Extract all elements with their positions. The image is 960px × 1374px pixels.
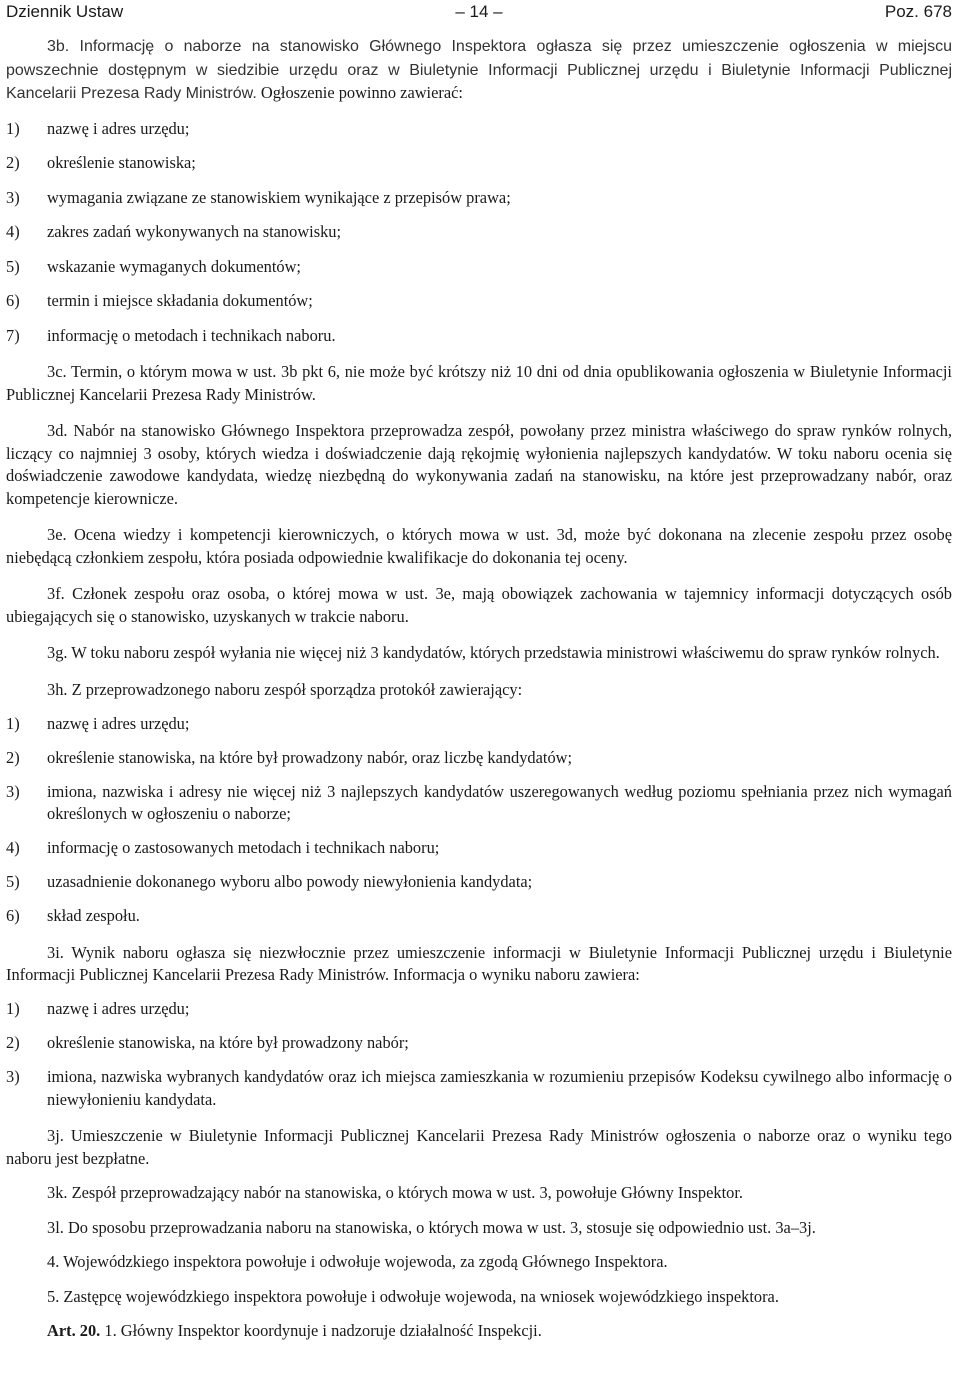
list-item-number: 2): [6, 747, 20, 767]
list-item: [6, 290, 952, 313]
list-item: [6, 837, 952, 860]
list-item: [6, 325, 952, 348]
list-item-number: 4): [6, 838, 20, 857]
list-item-text: informację o metodach i technikach naboru.: [47, 325, 336, 345]
list-item: [6, 871, 952, 894]
list-item: [6, 1066, 952, 1111]
list-item-number: 5): [6, 872, 20, 891]
list-item: [6, 713, 952, 736]
list-item-number: 5): [6, 256, 20, 276]
article-20-label: Art. 20.: [47, 1321, 101, 1340]
position-number: Poz. 678: [884, 1, 952, 21]
list-item-text: zakres zadań wykonywanych na stanowisku;: [47, 222, 342, 241]
list-item-text: wskazanie wymaganych dokumentów;: [47, 256, 301, 276]
paragraph-3b-text-cont: Ogłoszenie powinno zawierać:: [260, 83, 463, 102]
list-item-number: 3): [6, 187, 20, 207]
list-item-text: imiona, nazwiska wybranych kandydatów oraz ich miejsca zamieszkania w rozumieniu przepisów Kodeksu cywilnego albo informację o niewyłonieniu kandydata.: [47, 1067, 952, 1109]
list-item-number: 4): [6, 222, 20, 241]
list-item-number: 2): [6, 153, 20, 172]
page-number: – 14 –: [455, 1, 503, 21]
list-item: [6, 781, 952, 826]
list-item: [6, 221, 952, 244]
paragraph-5: 5. Zastępcę wojewódzkiego inspektora powołuje i odwołuje wojewoda, na wniosek wojewódzkiego inspektora.: [47, 1286, 779, 1306]
paragraph-3g: 3g. W toku naboru zespół wyłania nie więcej niż 3 kandydatów, których przedstawia ministrowi właściwemu do spraw rynków rolnych.: [47, 643, 940, 662]
list-item-text: nazwę i adres urzędu;: [47, 713, 190, 733]
list-item-text: informację o zastosowanych metodach i technikach naboru;: [47, 838, 440, 857]
paragraph-3k: 3k. Zespół przeprowadzający nabór na stanowiska, o których mowa w ust. 3, powołuje Główny Inspektor.: [47, 1183, 743, 1202]
list-item-number: 3): [6, 1067, 20, 1086]
list-item-text: określenie stanowiska, na które był prowadzony nabór, oraz liczbę kandydatów;: [47, 747, 573, 767]
list-item-number: 1): [6, 118, 20, 138]
list-item-number: 1): [6, 999, 20, 1018]
paragraph-4: 4. Wojewódzkiego inspektora powołuje i odwołuje wojewoda, za zgodą Głównego Inspektora.: [47, 1252, 668, 1271]
paragraph-3b: [6, 35, 952, 106]
article-20-text: 1. Główny Inspektor koordynuje i nadzoruje działalność Inspekcji.: [104, 1321, 542, 1340]
paragraph-3e: 3e. Ocena wiedzy i kompetencji kierowniczych, o których mowa w ust. 3d, może być dokonana na zlecenie zespołu przez osobę niebędącą członkiem zespołu, która posiada odpowiednie kwalifikacje do dokonania tej oceny.: [6, 525, 952, 567]
list-item: [6, 187, 952, 210]
article-20: [6, 1320, 952, 1343]
document-body: [6, 35, 952, 1343]
list-item-number: 2): [6, 1033, 20, 1052]
paragraph-3i: 3i. Wynik naboru ogłasza się niezwłocznie przez umieszczenie informacji w Biuletynie Informacji Publicznej urzędu i Biuletynie Informacji Publicznej Kancelarii Prezesa Rady Ministrów. Informacja o wyniku naboru zawiera:: [6, 942, 952, 984]
list-item: [6, 118, 952, 141]
paragraph-3d: 3d. Nabór na stanowisko Głównego Inspektora przeprowadza zespół, powołany przez ministra właściwego do spraw rynków rolnych, liczący co najmniej 3 osoby, których wiedza i doświadczenie dają rękojmię wyłonienia najlepszych kandydatów. W toku naboru ocenia się doświadczenie zawodowe kandydata, wiedzę niezbędną do wykonywania zadań na stanowisku, na które jest przeprowadzany nabór, oraz kompetencje kierownicze.: [6, 421, 952, 508]
list-item: [6, 905, 952, 928]
paragraph-3b-text: 3b. Informację o naborze na stanowisko Głównego Inspektora ogłasza się przez umieszczenie ogłoszenia w miejscu powszechnie dostępnym w siedzibie urzędu oraz w Biuletynie Informacji Publicznej urzędu i Biuletynie Informacji Publicznej Kancelarii Prezesa Rady Ministrów.: [6, 38, 952, 102]
list-item-number: 7): [6, 325, 20, 345]
list-item-text: nazwę i adres urzędu;: [47, 118, 190, 138]
list-item-text: określenie stanowiska;: [47, 153, 196, 172]
list-item-number: 3): [6, 781, 20, 801]
page-header: [6, 0, 952, 24]
paragraph-3h: 3h. Z przeprowadzonego naboru zespół sporządza protokół zawierający:: [47, 679, 523, 699]
journal-title: Dziennik Ustaw: [6, 1, 124, 21]
list-item: [6, 747, 952, 770]
list-item: [6, 1032, 952, 1055]
list-item-number: 1): [6, 713, 20, 733]
list-item-text: wymagania związane ze stanowiskiem wynikające z przepisów prawa;: [47, 187, 511, 207]
paragraph-3c: 3c. Termin, o którym mowa w ust. 3b pkt 6, nie może być krótszy niż 10 dni od dnia opublikowania ogłoszenia w Biuletynie Informacji Publicznej Kancelarii Prezesa Rady Ministrów.: [6, 362, 952, 404]
list-item-text: skład zespołu.: [47, 906, 140, 925]
paragraph-3l: 3l. Do sposobu przeprowadzania naboru na stanowiska, o których mowa w ust. 3, stosuje się odpowiednio ust. 3a–3j.: [47, 1217, 816, 1237]
paragraph-3f: 3f. Członek zespołu oraz osoba, o której mowa w ust. 3e, mają obowiązek zachowania w tajemnicy informacji dotyczących osób ubiegających się o stanowisko, uzyskanych w trakcie naboru.: [6, 584, 952, 626]
list-item-text: nazwę i adres urzędu;: [47, 999, 190, 1018]
list-item-text: określenie stanowiska, na które był prowadzony nabór;: [47, 1033, 409, 1052]
list-item-text: imiona, nazwiska i adresy nie więcej niż 3 najlepszych kandydatów uszeregowanych według poziomu spełniania przez nich wymagań określonych w ogłoszeniu o naborze;: [47, 781, 952, 823]
list-item-text: termin i miejsce składania dokumentów;: [47, 291, 313, 310]
list-item: [6, 256, 952, 279]
paragraph-3j: 3j. Umieszczenie w Biuletynie Informacji Publicznej Kancelarii Prezesa Rady Ministrów ogłoszenia o naborze oraz o wyniku tego naboru jest bezpłatne.: [6, 1126, 952, 1168]
list-item-number: 6): [6, 291, 20, 310]
list-item-number: 6): [6, 906, 20, 925]
list-item: [6, 152, 952, 175]
list-item: [6, 998, 952, 1021]
list-item-text: uzasadnienie dokonanego wyboru albo powody niewyłonienia kandydata;: [47, 872, 533, 891]
